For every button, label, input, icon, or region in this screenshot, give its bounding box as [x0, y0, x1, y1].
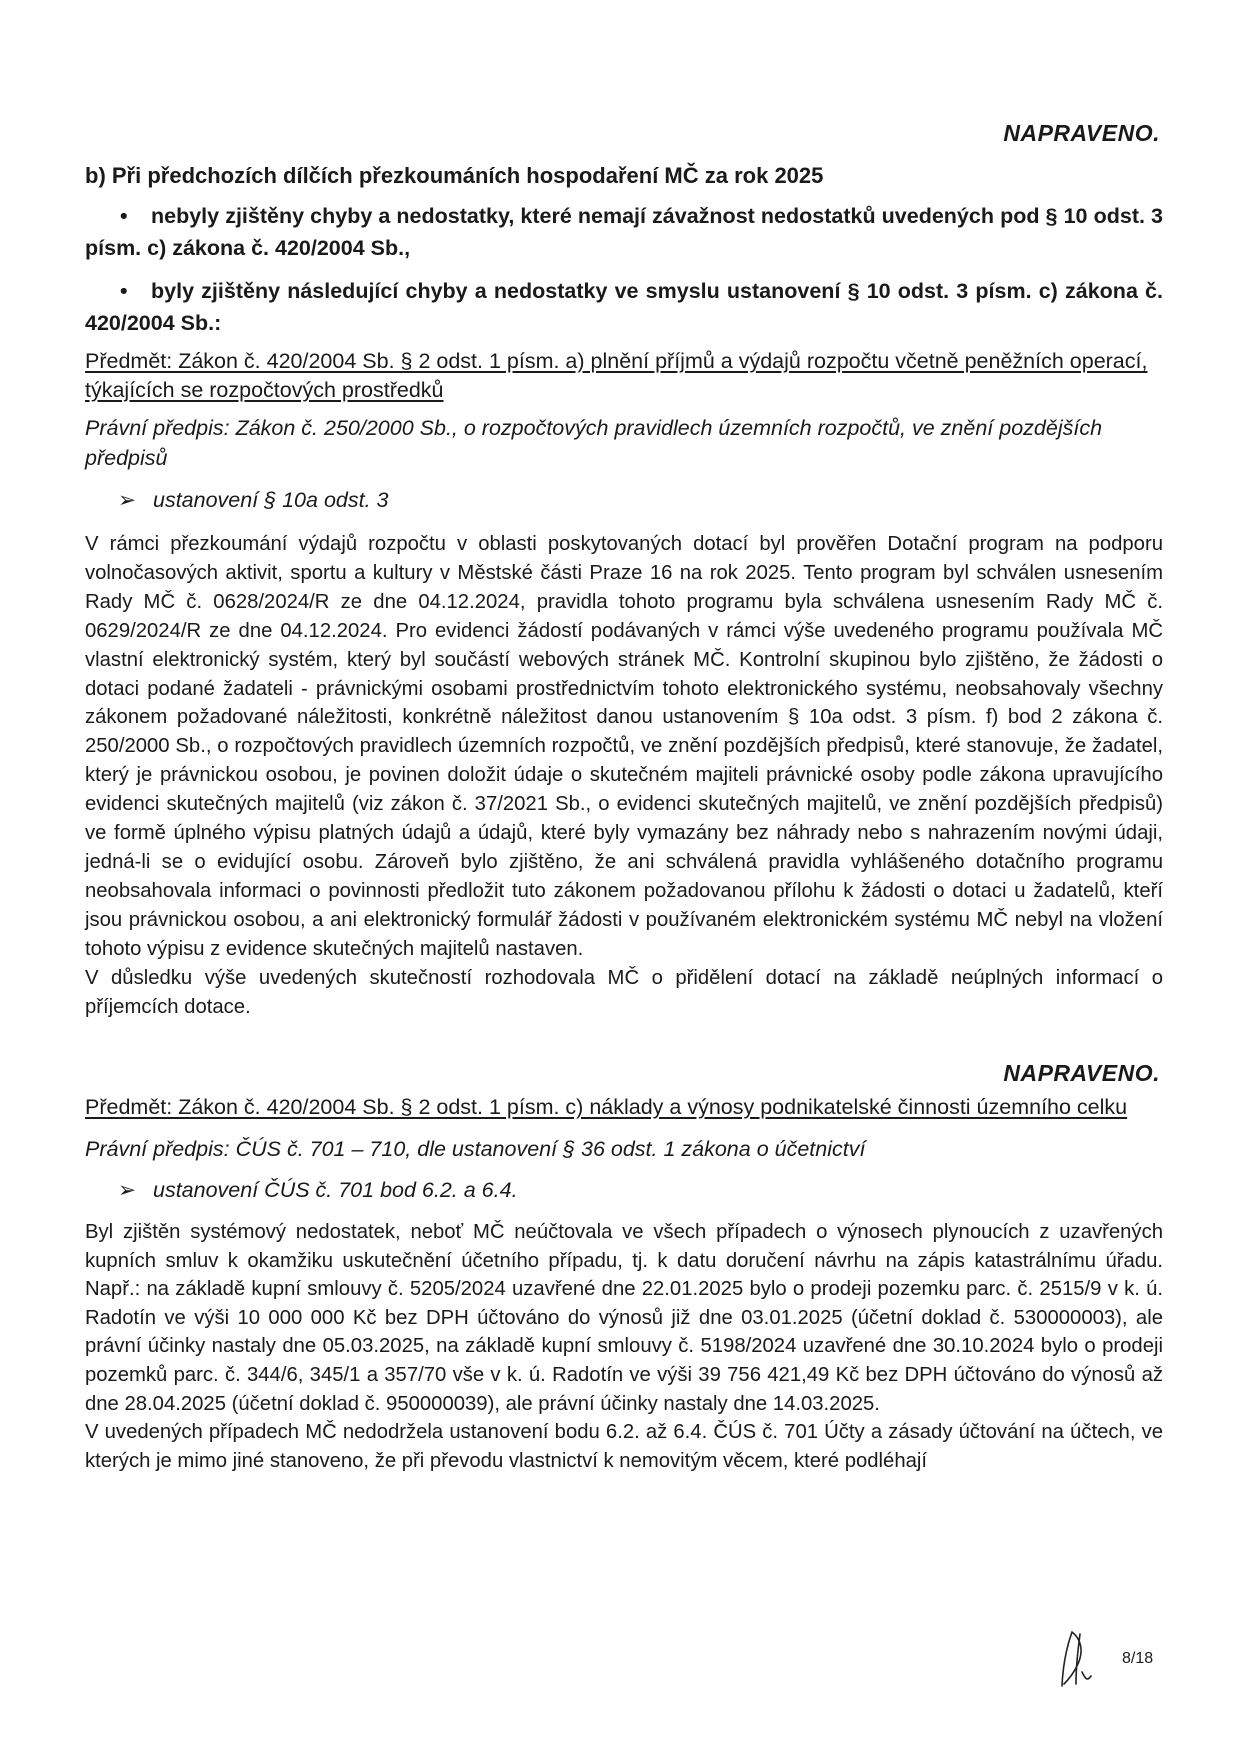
- finding-legal-basis: Právní předpis: ČÚS č. 701 – 710, dle ustanovení § 36 odst. 1 zákona o účetnictví: [85, 1137, 866, 1161]
- finding-paragraph: V uvedených případech MČ nedodržela ustanovení bodu 6.2. až 6.4. ČÚS č. 701 Účty a zásady účtování na účtech, ve kterých je mimo jiné stanoveno, že při převodu vlastnictví k nemovitým věcem, které podléhají: [85, 1421, 1163, 1472]
- bullet-item: [85, 275, 1163, 339]
- provision-text: ustanovení § 10a odst. 3: [153, 488, 389, 512]
- finding-provision: [118, 1178, 518, 1203]
- page-number: 8/18: [1122, 1650, 1154, 1667]
- section-heading: b) Při předchozích dílčích přezkoumáních hospodaření MČ za rok 2025: [85, 163, 824, 188]
- finding-body: [85, 1218, 1163, 1475]
- bullet-text: byly zjištěny následující chyby a nedostatky ve smyslu ustanovení § 10 odst. 3 písm. c) zákona č. 420/2004 Sb.:: [85, 279, 1163, 335]
- bullet-dot-icon: •: [120, 279, 128, 303]
- status-napraveno-top: NAPRAVENO.: [1003, 120, 1160, 146]
- initials-signature-icon: [1058, 1628, 1098, 1690]
- arrow-bullet-icon: ➢: [118, 1178, 137, 1202]
- bullet-text: nebyly zjištěny chyby a nedostatky, které nemají závažnost nedostatků uvedených pod § 10 odst. 3 písm. c) zákona č. 420/2004 Sb.,: [85, 204, 1163, 260]
- finding-paragraph: Byl zjištěn systémový nedostatek, neboť MČ neúčtovala ve všech případech o výnosech plynoucích z uzavřených kupních smluv k okamžiku uskutečnění účetního případu, tj. k datu doručení návrhu na zápis katastrálnímu úřadu. Např.: na základě kupní smlouvy č. 5205/2024 uzavřené dne 22.01.2025 bylo o prodeji pozemku parc. č. 2515/9 v k. ú. Radotín ve výši 10 000 000 Kč bez DPH účtováno do výnosů již dne 03.01.2025 (účetní doklad č. 530000003), ale právní účinky nastaly dne 05.03.2025, na základě kupní smlouvy č. 5198/2024 uzavřené dne 30.10.2024 bylo o prodeji pozemků parc. č. 344/6, 345/1 a 357/70 vše v k. ú. Radotín ve výši 39 756 421,49 Kč bez DPH účtováno do výnosů až dne 28.04.2025 (účetní doklad č. 950000039), ale právní účinky nastaly dne 14.03.2025.: [85, 1221, 1163, 1415]
- finding-subject: Předmět: Zákon č. 420/2004 Sb. § 2 odst. 1 písm. c) náklady a výnosy podnikatelské činnosti územního celku: [85, 1095, 1128, 1119]
- finding-subject: Předmět: Zákon č. 420/2004 Sb. § 2 odst. 1 písm. a) plnění příjmů a výdajů rozpočtu včetně peněžních operací, týkajících se rozpočtových prostředků: [85, 349, 1148, 402]
- bullet-item: [85, 200, 1163, 264]
- provision-text: ustanovení ČÚS č. 701 bod 6.2. a 6.4.: [153, 1178, 518, 1202]
- arrow-bullet-icon: ➢: [118, 488, 137, 512]
- finding-legal-basis: Právní předpis: Zákon č. 250/2000 Sb., o rozpočtových pravidlech územních rozpočtů, ve znění pozdějších předpisů: [85, 416, 1103, 470]
- finding-paragraph: V důsledku výše uvedených skutečností rozhodovala MČ o přidělení dotací na základě neúplných informací o příjemcích dotace.: [85, 966, 1163, 1018]
- bullet-dot-icon: •: [120, 204, 128, 228]
- finding-body: [85, 530, 1163, 1021]
- finding-provision: [118, 488, 388, 513]
- finding-paragraph: V rámci přezkoumání výdajů rozpočtu v oblasti poskytovaných dotací byl prověřen Dotační program na podporu volnočasových aktivit, sportu a kultury v Městské části Praze 16 na rok 2025. Tento program byl schválen usnesením Rady MČ č. 0628/2024/R ze dne 04.12.2024, pravidla tohoto programu byla schválena usnesením Rady MČ č. 0629/2024/R ze dne 04.12.2024. Pro evidenci žádostí podávaných v rámci výše uvedeného programu používala MČ vlastní elektronický systém, který byl součástí webových stránek MČ. Kontrolní skupinou bylo zjištěno, že žádosti o dotaci podané žadateli - právnickými osobami prostřednictvím tohoto elektronického systému, neobsahovaly všechny zákonem požadované náležitosti, konkrétně náležitost danou ustanovením § 10a odst. 3 písm. f) bod 2 zákona č. 250/2000 Sb., o rozpočtových pravidlech územních rozpočtů, ve znění pozdějších předpisů, které stanovuje, že žadatel, který je právnickou osobou, je povinen doložit údaje o skutečném majiteli právnické osoby podle zákona upravujícího evidenci skutečných majitelů (viz zákon č. 37/2021 Sb., o evidenci skutečných majitelů, ve znění pozdějších předpisů) ve formě úplného výpisu platných údajů a údajů, které byly vymazány bez náhrady nebo s nahrazením novými údaji, jedná-li se o evidující osobu. Zároveň bylo zjištěno, že ani schválená pravidla vyhlášeného dotačního programu neobsahovala informaci o povinnosti předložit tuto zákonem požadovanou přílohu k žádosti o dotaci u žadatelů, kteří jsou právnickou osobou, a ani elektronický formulář žádosti v používaném elektronickém systému MČ nebyl na vložení tohoto výpisu z evidence skutečných majitelů nastaven.: [85, 533, 1163, 960]
- status-napraveno: NAPRAVENO.: [1003, 1060, 1160, 1086]
